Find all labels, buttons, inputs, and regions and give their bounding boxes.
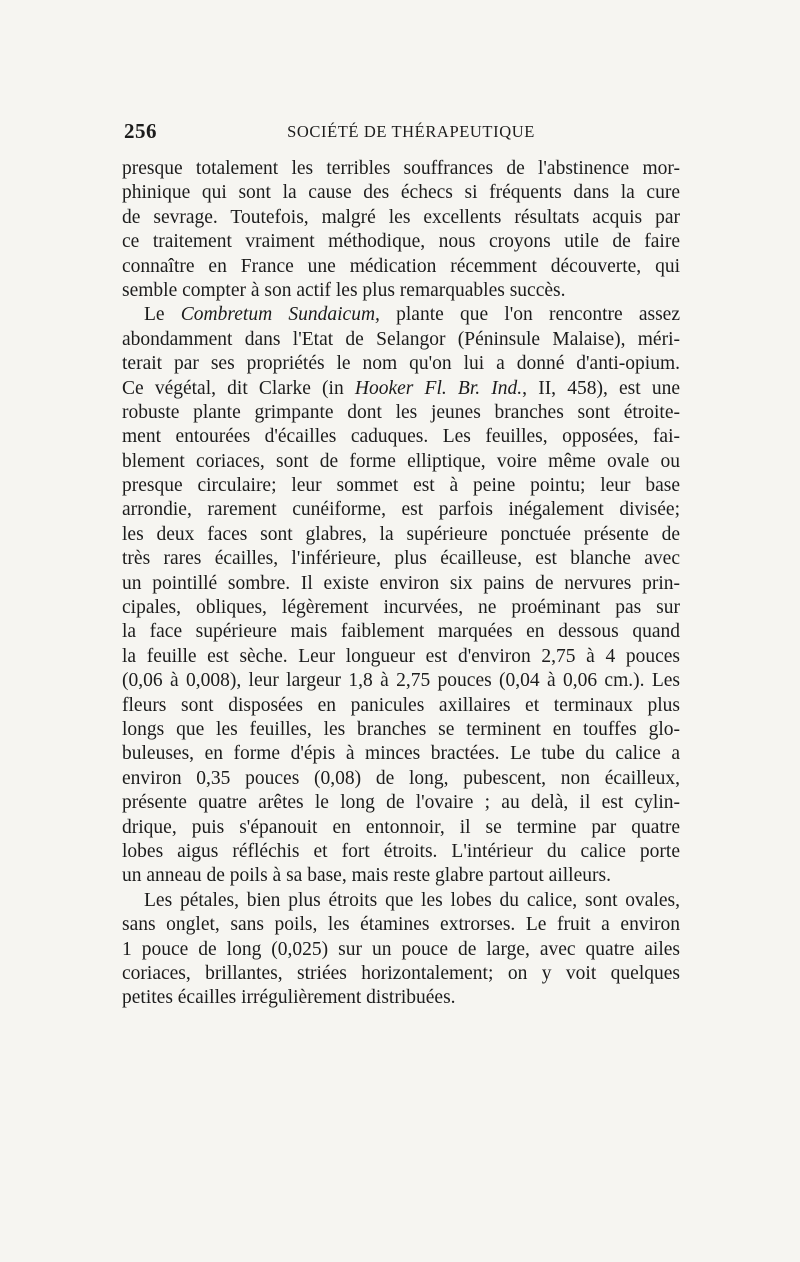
text-line: semble compter à son actif les plus remarquables succès. — [122, 279, 566, 301]
text-line: petites écailles irrégulièrement distribuées. — [122, 987, 456, 1009]
text-line — [122, 303, 680, 327]
text-line: présente quatre arêtes le long de l'ovaire ; au delà, il est cylin- — [122, 792, 680, 814]
text-line: longs que les feuilles, les branches se terminent en touffes glo- — [122, 718, 680, 740]
text-line: abondamment dans l'Etat de Selangor (Péninsule Malaise), méri- — [122, 328, 680, 350]
text-line: fleurs sont disposées en panicules axillaires et terminaux plus — [122, 694, 680, 716]
page-header — [120, 119, 682, 145]
text-line: ce traitement vraiment méthodique, nous croyons utile de faire — [122, 231, 680, 253]
text-line: coriaces, brillantes, striées horizontalement; on y voit quelques — [122, 962, 680, 984]
citation-title: Hooker Fl. Br. Ind. — [354, 377, 523, 399]
text-run: Le — [144, 304, 181, 326]
text-line: phinique qui sont la cause des échecs si fréquents dans la cure — [122, 182, 680, 204]
text-line: blement coriaces, sont de forme elliptique, voire même ovale ou — [122, 450, 680, 472]
text-line: un anneau de poils à sa base, mais reste glabre partout ailleurs. — [122, 865, 611, 887]
text-line: très rares écailles, l'inférieure, plus écailleuse, est blanche avec — [122, 548, 680, 570]
paragraph-1 — [122, 157, 680, 303]
body-text — [122, 157, 680, 1011]
text-line: (0,06 à 0,008), leur largeur 1,8 à 2,75 pouces (0,04 à 0,06 cm.). Les — [122, 670, 680, 692]
text-line: environ 0,35 pouces (0,08) de long, pubescent, non écailleux, — [122, 767, 680, 789]
text-line: sans onglet, sans poils, les étamines extrorses. Le fruit a environ — [122, 914, 680, 936]
text-line: connaître en France une médication récemment découverte, qui — [122, 255, 680, 277]
text-line: les deux faces sont glabres, la supérieure ponctuée présente de — [122, 523, 680, 545]
text-line: Les pétales, bien plus étroits que les lobes du calice, sont ovales, — [144, 889, 680, 911]
text-line: la face supérieure mais faiblement marquées en dessous quand — [122, 621, 680, 643]
text-line: drique, puis s'épanouit en entonnoir, il se termine par quatre — [122, 816, 680, 838]
text-line: terait par ses propriétés le nom qu'on lui a donné d'anti-opium. — [122, 353, 680, 375]
text-line: buleuses, en forme d'épis à minces bractées. Le tube du calice a — [122, 743, 680, 765]
page-number: 256 — [124, 119, 157, 143]
text-run: , II, 458), est une — [522, 377, 680, 399]
paragraph-3 — [122, 889, 680, 1011]
text-line: lobes aigus réfléchis et fort étroits. L'intérieur du calice porte — [122, 840, 680, 862]
paragraph-2 — [122, 303, 680, 888]
text-line — [122, 377, 680, 401]
text-line: un pointillé sombre. Il existe environ six pains de nervures prin- — [122, 572, 680, 594]
text-line: arrondie, rarement cunéiforme, est parfois inégalement divisée; — [122, 499, 680, 521]
species-name: Combretum Sundaicum, — [180, 304, 380, 326]
running-title: SOCIÉTÉ DE THÉRAPEUTIQUE — [287, 122, 535, 141]
text-line: presque circulaire; leur sommet est à peine pointu; leur base — [122, 475, 680, 497]
text-line: 1 pouce de long (0,025) sur un pouce de large, avec quatre ailes — [122, 938, 680, 960]
text-run: Ce végétal, dit Clarke (in — [122, 377, 355, 399]
text-line: robuste plante grimpante dont les jeunes branches sont étroite- — [122, 401, 680, 423]
text-line: la feuille est sèche. Leur longueur est d'environ 2,75 à 4 pouces — [122, 645, 680, 667]
text-line: presque totalement les terribles souffrances de l'abstinence mor- — [122, 158, 680, 179]
text-line: de sevrage. Toutefois, malgré les excellents résultats acquis par — [122, 206, 680, 228]
text-line: cipales, obliques, légèrement incurvées, ne proéminant pas sur — [122, 597, 680, 619]
text-run: plante que l'on rencontre assez — [379, 304, 680, 326]
text-line: ment entourées d'écailles caduques. Les feuilles, opposées, fai- — [122, 426, 680, 448]
